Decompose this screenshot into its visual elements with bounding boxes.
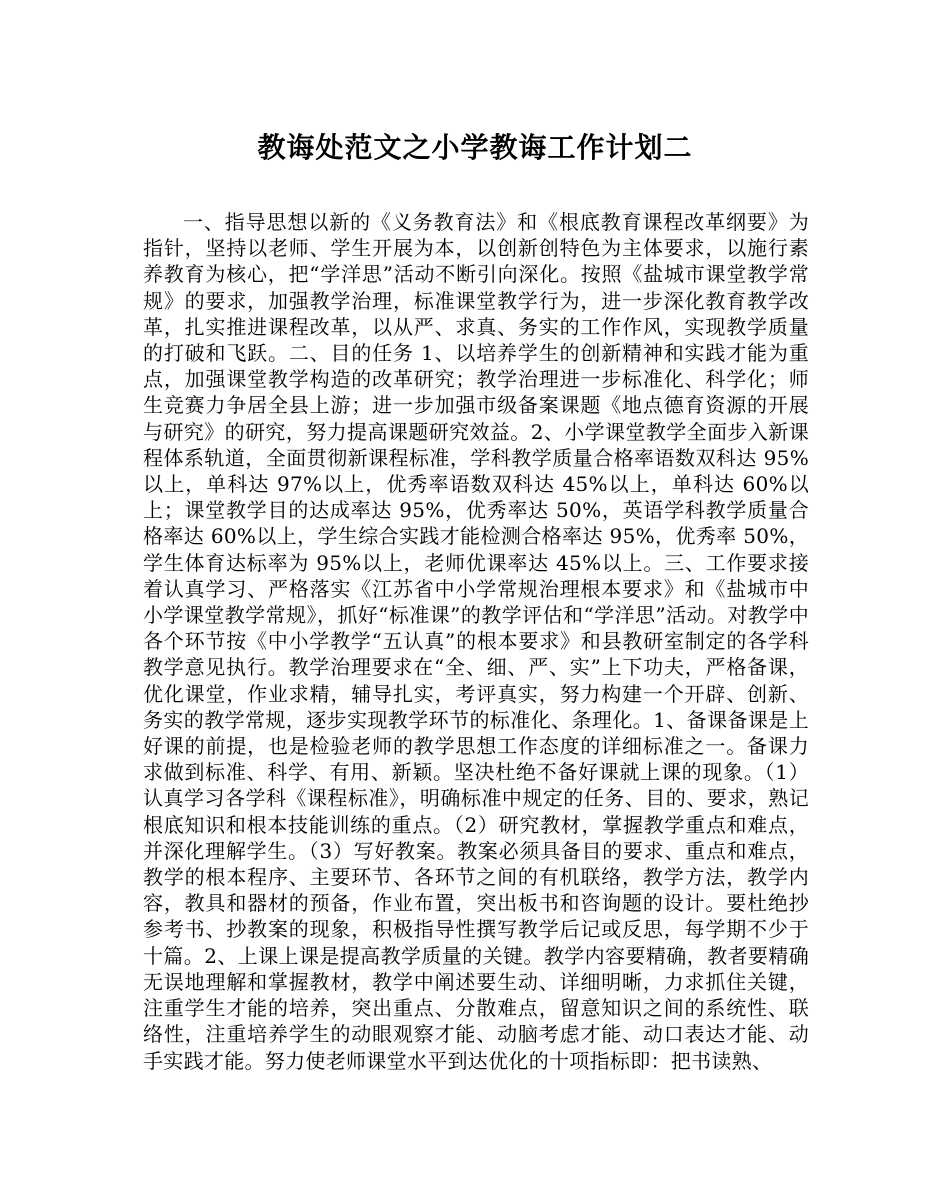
document-body-paragraph: 一、指导思想以新的《义务教育法》和《根底教育课程改革纲要》为指针，坚持以老师、学生开展为本，以创新创特色为主体要求，以施行素养教育为核心，把“学洋思”活动不断引向深化。按照《盐城市课堂教学常规》的要求，加强教学治理，标准课堂教学行为，进一步深化教育教学改革，扎实推进课程改革，以从严、求真、务实的工作作风，实现教学质量的打破和飞跃。二、目的任务 1、以培养学生的创新精神和实践才能为重点，加强课堂教学构造的改革研究；教学治理进一步标准化、科学化；师生竞赛力争居全县上游；进一步加强市级备案课题《地点德育资源的开展与研究》的研究，努力提高课题研究效益。2、小学课堂教学全面步入新课程体系轨道，全面贯彻新课程标准，学科教学质量合格率语数双科达 95%以上，单科达 97%以上，优秀率语数双科达 45%以上，单科达 60%以上；课堂教学目的达成率达 95%，优秀率达 50%，英语学科教学质量合格率达 60%以上，学生综合实践才能检测合格率达 95%，优秀率 50%，学生体育达标率为 95%以上，老师优课率达 45%以上。三、工作要求接着认真学习、严格落实《江苏省中小学常规治理根本要求》和《盐城市中小学课堂教学常规》，抓好“标准课”的教学评估和“学洋思”活动。对教学中各个环节按《中小学教学“五认真”的根本要求》和县教研室制定的各学科教学意见执行。教学治理要求在“全、细、严、实”上下功夫，严格备课，优化课堂，作业求精，辅导扎实，考评真实，努力构建一个开辟、创新、务实的教学常规，逐步实现教学环节的标准化、条理化。1、备课备课是上好课的前提，也是检验老师的教学思想工作态度的详细标准之一。备课力求做到标准、科学、有用、新颖。坚决杜绝不备好课就上课的现象。（1）认真学习各学科《课程标准》，明确标准中规定的任务、目的、要求，熟记根底知识和根本技能训练的重点。（2）研究教材，掌握教学重点和难点，并深化理解学生。（3）写好教案。教案必须具备目的要求、重点和难点，教学的根本程序、主要环节、各环节之间的有机联络，教学方法，教学内容，教具和器材的预备，作业布置，突出板书和咨询题的设计。要杜绝抄参考书、抄教案的现象，积极指导性撰写教学后记或反思，每学期不少于十篇。2、上课上课是提高教学质量的关键。教学内容要精确，教者要精确无误地理解和掌握教材，教学中阐述要生动、详细明晰，力求抓住关键，注重学生才能的培养，突出重点、分散难点，留意知识之间的系统性、联络性，注重培养学生的动眼观察才能、动脑考虑才能、动口表达才能、动手实践才能。努力使老师课堂水平到达优化的十项指标即：把书读熟、	[143, 210, 809, 1073]
document-title: 教诲处范文之小学教诲工作计划二	[257, 131, 693, 164]
